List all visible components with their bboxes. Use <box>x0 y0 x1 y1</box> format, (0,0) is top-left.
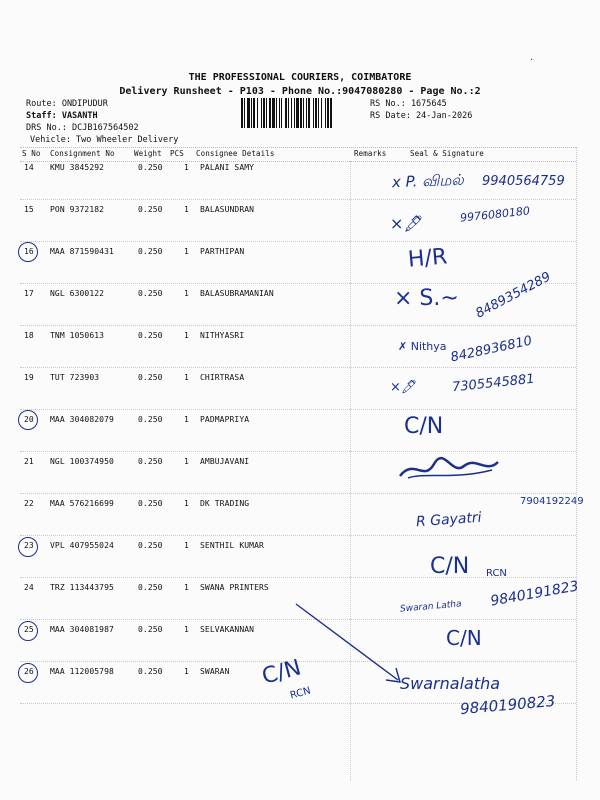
row-separator <box>20 535 576 536</box>
row-consignment-no: KMU 3845292 <box>50 163 105 172</box>
handwritten-note: H/R <box>406 244 449 273</box>
handwritten-signature: Swarnalatha <box>400 674 501 693</box>
row-weight: 0.250 <box>138 499 163 508</box>
row-separator <box>20 241 576 242</box>
row-sno: 17 <box>24 289 34 298</box>
row-consignee: SENTHIL KUMAR <box>200 541 264 550</box>
row-consignment-no: MAA 112005798 <box>50 667 114 676</box>
row-consignee: DK TRADING <box>200 499 250 508</box>
col-remarks: Remarks <box>354 149 387 158</box>
barcode-image <box>240 98 366 128</box>
row-consignment-no: TNM 1050613 <box>50 331 105 340</box>
rs-date: RS Date: 24-Jan-2026 <box>370 111 473 121</box>
col-seal: Seal & Signature <box>410 149 484 158</box>
staff-label: Staff: VASANTH <box>26 111 98 121</box>
handwritten-phone: 7904192249 <box>520 496 584 507</box>
row-consignment-no: VPL 407955024 <box>50 541 114 550</box>
row-weight: 0.250 <box>138 667 163 676</box>
handwritten-phone: 8489354289 <box>473 269 554 322</box>
row-separator <box>20 283 576 284</box>
row-separator <box>20 493 576 494</box>
route-label: Route: ONDIPUDUR <box>26 99 108 109</box>
handwritten-phone: 7305545881 <box>451 371 536 396</box>
row-sno: 15 <box>24 205 34 214</box>
row-weight: 0.250 <box>138 457 163 466</box>
row-weight: 0.250 <box>138 373 163 382</box>
handwritten-phone: 9940564759 <box>482 174 565 189</box>
handwritten-note: C/N <box>430 554 470 579</box>
row-pcs: 1 <box>184 499 189 508</box>
handwritten-signature: ×🖋 <box>390 214 424 233</box>
row-pcs: 1 <box>184 541 189 550</box>
col-consignment: Consignment No <box>50 149 115 158</box>
row-pcs: 1 <box>184 625 189 634</box>
sno-circle-mark <box>18 621 38 641</box>
row-weight: 0.250 <box>138 415 163 424</box>
col-weight: Weight <box>134 149 162 158</box>
handwritten-signature: Swaran Latha <box>399 599 462 615</box>
handwritten-note: RCN <box>288 685 312 702</box>
row-pcs: 1 <box>184 373 189 382</box>
row-sno: 23 <box>24 541 34 550</box>
row-separator <box>20 409 576 410</box>
row-consignment-no: TUT 723903 <box>50 373 100 382</box>
row-consignee: SWARAN <box>200 667 230 676</box>
row-sno: 16 <box>24 247 34 256</box>
row-pcs: 1 <box>184 163 189 172</box>
rs-number: RS No.: 1675645 <box>370 99 447 109</box>
handwritten-signature: x P. விமல் <box>391 170 465 192</box>
row-consignee: NITHYASRI <box>200 331 245 340</box>
row-consignment-no: MAA 576216699 <box>50 499 114 508</box>
handwritten-note: RCN <box>486 568 507 579</box>
row-separator <box>20 199 576 200</box>
handwritten-signature <box>394 448 504 488</box>
vehicle-label: Vehicle: Two Wheeler Delivery <box>30 135 179 145</box>
row-consignee: BALASUNDRAN <box>200 205 255 214</box>
col-pcs: PCS <box>170 149 184 158</box>
arrow-mark-icon <box>290 600 410 690</box>
row-pcs: 1 <box>184 415 189 424</box>
row-consignment-no: PON 9372182 <box>50 205 105 214</box>
col-sno: S No <box>22 149 41 158</box>
handwritten-phone: 8428936810 <box>449 333 534 366</box>
handwritten-note: C/N <box>446 626 482 650</box>
runsheet-subtitle: Delivery Runsheet - P103 - Phone No.:9047080280 - Page No.:2 <box>119 86 481 97</box>
row-pcs: 1 <box>184 667 189 676</box>
row-consignment-no: NGL 6300122 <box>50 289 105 298</box>
row-consignment-no: MAA 871590431 <box>50 247 114 256</box>
handwritten-signature: R Gayatri <box>415 509 483 531</box>
handwritten-phone: 9840191823 <box>489 578 580 610</box>
row-sno: 25 <box>24 625 34 634</box>
row-sno: 20 <box>24 415 34 424</box>
row-sno: 22 <box>24 499 34 508</box>
drs-label: DRS No.: DCJB167564502 <box>26 123 139 133</box>
row-weight: 0.250 <box>138 625 163 634</box>
row-sno: 24 <box>24 583 34 592</box>
row-weight: 0.250 <box>138 331 163 340</box>
row-sno: 18 <box>24 331 34 340</box>
row-separator <box>20 325 576 326</box>
row-consignee: PADMAPRIYA <box>200 415 250 424</box>
row-sno: 19 <box>24 373 34 382</box>
handwritten-signature: ✗ Nithya <box>398 340 447 353</box>
row-consignee: AMBUJAVANI <box>200 457 250 466</box>
right-border <box>576 147 577 781</box>
sno-circle-mark <box>18 663 38 683</box>
row-pcs: 1 <box>184 205 189 214</box>
row-weight: 0.250 <box>138 289 163 298</box>
sno-circle-mark <box>18 537 38 557</box>
row-weight: 0.250 <box>138 247 163 256</box>
handwritten-signature: ×🖊 <box>390 380 418 395</box>
sno-circle-mark <box>18 410 38 430</box>
row-consignment-no: MAA 304082079 <box>50 415 114 424</box>
handwritten-note: C/N <box>259 655 304 690</box>
row-weight: 0.250 <box>138 205 163 214</box>
row-consignment-no: TRZ 113443795 <box>50 583 114 592</box>
row-consignee: PARTHIPAN <box>200 247 245 256</box>
row-sno: 26 <box>24 667 34 676</box>
handwritten-signature: × S.~ <box>394 286 459 311</box>
company-title: THE PROFESSIONAL COURIERS, COIMBATORE <box>188 72 412 83</box>
row-consignee: PALANI SAMY <box>200 163 255 172</box>
row-consignment-no: MAA 304081987 <box>50 625 114 634</box>
row-weight: 0.250 <box>138 583 163 592</box>
row-consignee: CHIRTRASA <box>200 373 245 382</box>
row-pcs: 1 <box>184 289 189 298</box>
col-consignee: Consignee Details <box>196 149 275 158</box>
row-pcs: 1 <box>184 583 189 592</box>
row-consignment-no: NGL 100374950 <box>50 457 114 466</box>
row-weight: 0.250 <box>138 541 163 550</box>
row-pcs: 1 <box>184 247 189 256</box>
row-pcs: 1 <box>184 457 189 466</box>
handwritten-note: C/N <box>404 414 444 439</box>
row-consignee: SELVAKANNAN <box>200 625 255 634</box>
row-sno: 14 <box>24 163 34 172</box>
dot-mark: · <box>530 55 534 66</box>
sno-circle-mark <box>18 242 38 262</box>
row-consignee: SWANA PRINTERS <box>200 583 269 592</box>
row-weight: 0.250 <box>138 163 163 172</box>
row-consignee: BALASUBRAMANIAN <box>200 289 274 298</box>
handwritten-phone: 9976080180 <box>459 204 531 225</box>
row-sno: 21 <box>24 457 34 466</box>
row-pcs: 1 <box>184 331 189 340</box>
handwritten-phone: 9840190823 <box>459 691 557 719</box>
row-separator <box>20 367 576 368</box>
